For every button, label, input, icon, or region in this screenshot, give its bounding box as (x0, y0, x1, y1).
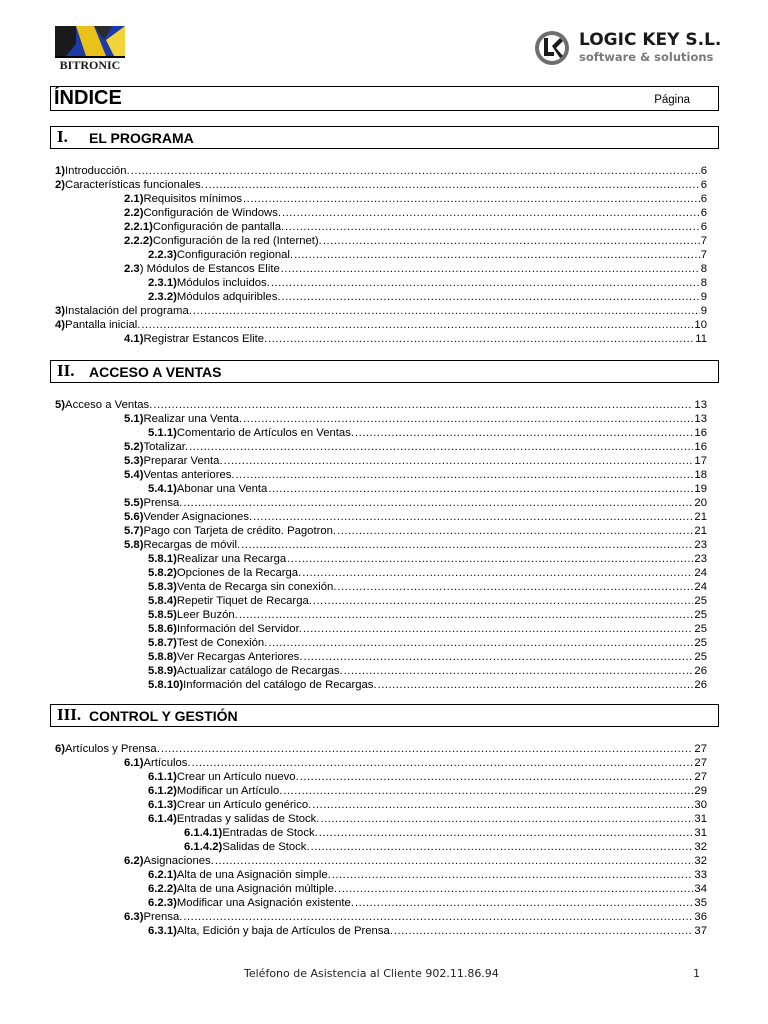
toc-number: 6.2.3) (148, 897, 177, 909)
toc-title: Configuración de la red (Internet). (152, 235, 322, 247)
toc-number: 6.1.3) (148, 799, 177, 811)
toc-entry[interactable] (124, 468, 707, 482)
section-title: EL PROGRAMA (89, 130, 194, 146)
toc-title: Venta de Recarga sin conexión. (176, 581, 337, 593)
toc-page: 27 (694, 743, 707, 755)
toc-number: 5.8.2) (148, 567, 177, 579)
toc-number: 5.8.6) (148, 623, 177, 635)
toc-title: Configuración regional. (176, 249, 294, 261)
toc-entry[interactable] (124, 538, 707, 552)
page-column-label: Página (654, 94, 690, 106)
toc-entry[interactable] (124, 854, 707, 868)
toc-title: ) Módulos de Estancos Elite (139, 263, 280, 275)
toc-title: Instalación del programa. (65, 305, 192, 317)
toc-number: 5.3) (124, 455, 144, 467)
toc-page: 6 (700, 193, 707, 205)
toc-title: Realizar una Recarga (176, 553, 287, 565)
toc-number: 6.2.1) (148, 869, 177, 881)
toc-page: 8 (700, 277, 707, 289)
toc-number: 5.2) (124, 441, 144, 453)
toc-page: 16 (694, 441, 707, 453)
toc-number: 6.1.1) (148, 771, 177, 783)
toc-number: 6.3) (124, 911, 144, 923)
toc-page: 31 (694, 827, 707, 839)
section-title: ACCESO A VENTAS (89, 364, 222, 380)
toc-title: Prensa. (143, 911, 183, 923)
toc-title: Crear un Artículo genérico. (176, 799, 312, 811)
toc-title: Introducción. (65, 165, 130, 177)
toc-entry[interactable] (124, 510, 707, 524)
toc-number: 5.8.1) (148, 553, 177, 565)
support-phone: Teléfono de Asistencia al Cliente 902.11.86.94 (244, 967, 499, 980)
toc-page: 26 (694, 665, 707, 677)
toc-title: Vender Asignaciones. (143, 511, 253, 523)
section-title: CONTROL Y GESTIÓN (89, 708, 238, 724)
toc-entry[interactable] (124, 412, 707, 426)
toc-title: Artículos y Prensa. (65, 743, 160, 755)
toc-entry[interactable] (148, 580, 707, 594)
toc-entry[interactable] (148, 650, 707, 664)
toc-number: 2.3 (124, 263, 140, 275)
toc-number: 6.2.2) (148, 883, 177, 895)
toc-page: 18 (694, 469, 707, 481)
toc-entry[interactable] (148, 608, 707, 622)
toc-entry[interactable] (124, 192, 707, 206)
toc-number: 2.2) (124, 207, 144, 219)
toc-number: 2) (55, 179, 66, 191)
toc-page: 13 (694, 413, 707, 425)
toc-page: 32 (694, 841, 707, 853)
toc-number: 5.1) (124, 413, 144, 425)
toc-title: Abonar una Venta (176, 483, 268, 495)
toc-page: 21 (694, 511, 707, 523)
toc-title: Registrar Estancos Elite. (143, 333, 268, 345)
toc-entry[interactable] (148, 426, 707, 440)
toc-number: 5.8.5) (148, 609, 177, 621)
toc-number: 6.1) (124, 757, 144, 769)
toc-title: Pantalla inicial. (65, 319, 141, 331)
toc-entry[interactable] (124, 454, 707, 468)
toc-page: 6 (700, 207, 707, 219)
index-title: ÍNDICE (54, 87, 122, 109)
toc-number: 6.1.4.1) (184, 827, 223, 839)
toc-title: Ventas anteriores. (143, 469, 235, 481)
toc-title: Módulos incluidos. (176, 277, 270, 289)
section-header-3 (50, 704, 719, 727)
toc-number: 5.8.9) (148, 665, 177, 677)
toc-entry[interactable] (124, 910, 707, 924)
toc-entry[interactable] (148, 566, 707, 580)
toc-number: 6.1.2) (148, 785, 177, 797)
toc-entry[interactable] (148, 594, 707, 608)
toc-number: 6.2) (124, 855, 144, 867)
toc-entry[interactable] (148, 290, 707, 304)
toc-number: 5.7) (124, 525, 144, 537)
toc-title: Recargas de móvil. (143, 539, 241, 551)
toc-page: 24 (694, 567, 707, 579)
toc-entry[interactable] (124, 262, 707, 276)
toc-title: Crear un Artículo nuevo. (176, 771, 299, 783)
toc-page: 35 (694, 897, 707, 909)
section-header-1 (50, 126, 719, 149)
toc-page: 7 (700, 249, 707, 261)
toc-entry[interactable] (55, 318, 707, 332)
toc-entry[interactable] (148, 276, 707, 290)
toc-number: 5.4) (124, 469, 144, 481)
toc-page: 10 (694, 319, 707, 331)
toc-title: Leer Buzón. (176, 609, 238, 621)
toc-page: 33 (694, 869, 707, 881)
toc-title: Ver Recargas Anteriores. (176, 651, 303, 663)
toc-page: 25 (694, 609, 707, 621)
toc-title: Opciones de la Recarga. (176, 567, 302, 579)
toc-title: Requisitos mínimos (143, 193, 243, 205)
toc-title: Características funcionales. (65, 179, 204, 191)
toc-entry[interactable] (148, 896, 707, 910)
toc-number: 5.8.3) (148, 581, 177, 593)
bitronic-logo (54, 26, 126, 70)
toc-number: 5.8.10) (148, 679, 184, 691)
toc-page: 13 (694, 399, 707, 411)
toc-page: 8 (700, 263, 707, 275)
toc-page: 24 (694, 581, 707, 593)
toc-number: 1) (55, 165, 66, 177)
toc-title: Información del Servidor. (176, 623, 302, 635)
section-number: II. (57, 361, 75, 380)
toc-entry[interactable] (124, 332, 707, 346)
toc-page: 6 (700, 221, 707, 233)
toc-number: 5.8.7) (148, 637, 177, 649)
toc-entry[interactable] (148, 482, 707, 496)
toc-entry[interactable] (148, 924, 707, 938)
toc-page: 25 (694, 595, 707, 607)
toc-title: Modificar un Artículo. (176, 785, 283, 797)
toc-page: 30 (694, 799, 707, 811)
toc-page: 27 (694, 771, 707, 783)
toc-number: 6.3.1) (148, 925, 177, 937)
toc-page: 17 (694, 455, 707, 467)
toc-number: 5.5) (124, 497, 144, 509)
toc-title: Entradas y salidas de Stock. (176, 813, 320, 825)
toc-entry[interactable] (148, 798, 707, 812)
logic-key-tagline: software & solutions (579, 50, 714, 64)
toc-entry[interactable] (184, 840, 707, 854)
index-header (50, 86, 719, 111)
toc-entry[interactable] (148, 678, 707, 692)
toc-number: 5.8) (124, 539, 144, 551)
toc-title: Realizar una Venta. (143, 413, 243, 425)
toc-page: 37 (694, 925, 707, 937)
toc-number: 2.3.2) (148, 291, 177, 303)
toc-entry[interactable] (148, 868, 707, 882)
toc-entry[interactable] (124, 756, 707, 770)
toc-page: 9 (700, 305, 707, 317)
toc-page: 7 (700, 235, 707, 247)
toc-page: 25 (694, 651, 707, 663)
toc-number: 5.8.8) (148, 651, 177, 663)
toc-number: 2.2.2) (124, 235, 153, 247)
toc-entry[interactable] (148, 248, 707, 262)
toc-number: 2.2.3) (148, 249, 177, 261)
toc-entry[interactable] (148, 770, 707, 784)
toc-title: Comentario de Artículos en Ventas. (176, 427, 354, 439)
toc-entry[interactable] (148, 636, 707, 650)
toc-entry[interactable] (148, 812, 707, 826)
toc-page: 19 (694, 483, 707, 495)
toc-entry[interactable] (124, 234, 707, 248)
toc-page: 34 (694, 883, 707, 895)
toc-title: Alta de una Asignación múltiple. (176, 883, 338, 895)
toc-entry[interactable] (148, 784, 707, 798)
toc-title: Pago con Tarjeta de crédito. Pagotron. (143, 525, 337, 537)
toc-title: Repetir Tiquet de Recarga. (176, 595, 312, 607)
toc-entry[interactable] (55, 178, 707, 192)
toc-title: Alta de una Asignación simple. (176, 869, 331, 881)
toc-page: 26 (694, 679, 707, 691)
toc-entry[interactable] (184, 826, 707, 840)
toc-entry[interactable] (124, 496, 707, 510)
toc-page: 25 (694, 623, 707, 635)
toc-page: 23 (694, 539, 707, 551)
toc-number: 4.1) (124, 333, 144, 345)
toc-entry[interactable] (124, 220, 707, 234)
toc-page: 36 (694, 911, 707, 923)
toc-number: 2.1) (124, 193, 144, 205)
toc-title: Prensa. (143, 497, 183, 509)
toc-page: 25 (694, 637, 707, 649)
toc-number: 5.8.4) (148, 595, 177, 607)
toc-entry[interactable] (55, 398, 707, 412)
toc-entry[interactable] (148, 622, 707, 636)
toc-title: Asignaciones. (143, 855, 214, 867)
toc-entry[interactable] (55, 742, 707, 756)
toc-number: 5.1.1) (148, 427, 177, 439)
toc-number: 3) (55, 305, 66, 317)
section-number: I. (57, 127, 68, 146)
toc-page: 16 (694, 427, 707, 439)
toc-page: 32 (694, 855, 707, 867)
toc-entry[interactable] (148, 552, 707, 566)
toc-page: 31 (694, 813, 707, 825)
toc-title: Información del catálogo de Recargas. (183, 679, 377, 691)
toc-page: 23 (694, 553, 707, 565)
toc-title: Artículos. (143, 757, 191, 769)
toc-title: Preparar Venta. (143, 455, 223, 467)
logic-key-emblem-icon (533, 28, 573, 68)
toc-page: 27 (694, 757, 707, 769)
toc-number: 5.6) (124, 511, 144, 523)
toc-number: 6.1.4) (148, 813, 177, 825)
toc-title: Configuración de Windows. (143, 207, 281, 219)
toc-page: 20 (694, 497, 707, 509)
toc-page: 11 (695, 333, 707, 345)
logic-key-logo (533, 28, 733, 68)
toc-title: Módulos adquiribles. (176, 291, 281, 303)
toc-page: 9 (700, 291, 707, 303)
toc-number: 2.3.1) (148, 277, 177, 289)
toc-entry[interactable] (55, 164, 707, 178)
toc-title: Test de Conexión. (176, 637, 268, 649)
toc-page: 6 (700, 179, 707, 191)
section-header-2 (50, 360, 719, 383)
toc-entry[interactable] (148, 882, 707, 896)
toc-title: Modificar una Asignación existente. (176, 897, 354, 909)
toc-title: Salidas de Stock. (222, 841, 310, 853)
toc-title: Entradas de Stock. (222, 827, 318, 839)
toc-title: Totalizar. (143, 441, 189, 453)
toc-entry[interactable] (55, 304, 707, 318)
toc-title: Actualizar catálogo de Recargas. (176, 665, 343, 677)
page-number: 1 (693, 967, 700, 980)
toc-entry[interactable] (124, 440, 707, 454)
toc-entry[interactable] (148, 664, 707, 678)
toc-page: 6 (700, 165, 707, 177)
toc-title: Configuración de pantalla. (152, 221, 285, 233)
toc-page: 21 (694, 525, 707, 537)
toc-page: 29 (694, 785, 707, 797)
toc-entry[interactable] (124, 206, 707, 220)
logic-key-name: LOGIC KEY S.L. (579, 30, 722, 50)
toc-number: 2.2.1) (124, 221, 153, 233)
toc-number: 5.4.1) (148, 483, 177, 495)
toc-entry[interactable] (124, 524, 707, 538)
toc-title: Acceso a Ventas. (65, 399, 153, 411)
toc-number: 6) (55, 743, 66, 755)
bitronic-logo-text: BITRONIC (59, 58, 121, 70)
toc-number: 4) (55, 319, 66, 331)
section-number: III. (57, 705, 82, 724)
toc-number: 5) (55, 399, 66, 411)
toc-title: Alta, Edición y baja de Artículos de Prensa. (176, 925, 393, 937)
toc-number: 6.1.4.2) (184, 841, 223, 853)
